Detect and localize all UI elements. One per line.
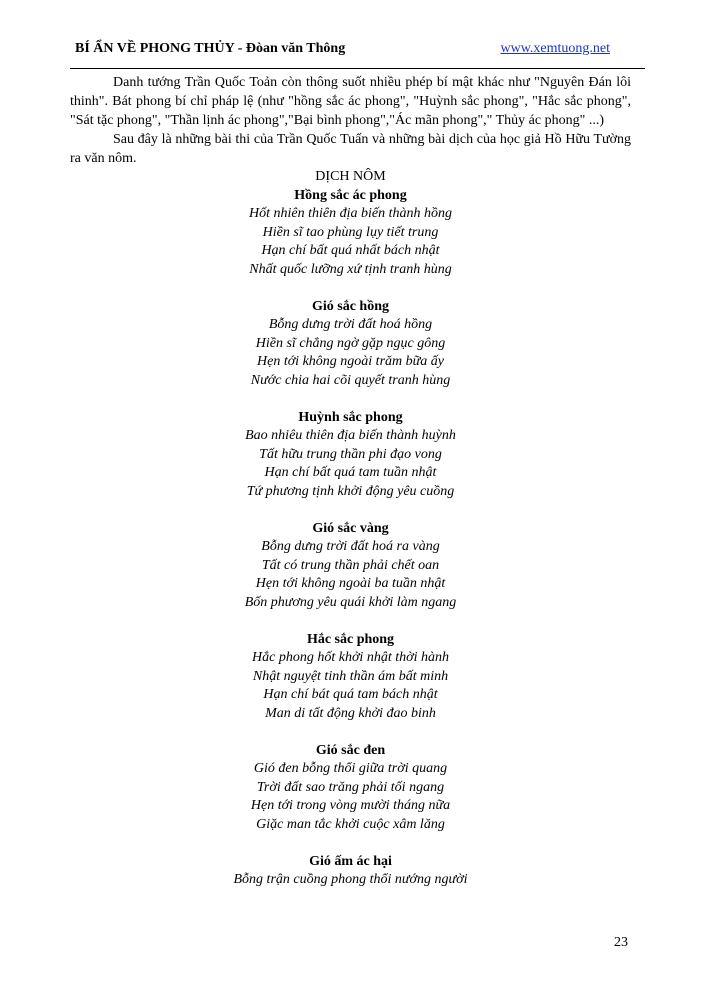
- poem-line: Gió đen bỗng thổi giữa trời quang: [253, 761, 448, 776]
- poem-line: Hắc phong hốt khởi nhật thời hành: [252, 650, 449, 665]
- stanza-gap: [70, 612, 631, 631]
- poem-title: Gió ấm ác hại: [309, 853, 392, 869]
- poem-line: Hẹn tới không ngoài trăm bữa ấy: [257, 354, 444, 369]
- poem-line: Trời đất sao trăng phải tối ngang: [256, 779, 445, 795]
- poem-line: Hạn chí bất quá nhất bách nhật: [261, 243, 440, 258]
- poem: [70, 742, 631, 835]
- poem-line: Man di tất động khởi đao binh: [265, 705, 436, 721]
- header-rule: [70, 68, 645, 69]
- stanza-gap: [70, 501, 631, 520]
- page-number: 23: [614, 935, 628, 950]
- poem-title: Hồng sắc ác phong: [294, 187, 407, 203]
- stanza-gap: [70, 279, 631, 298]
- poem: [70, 520, 631, 613]
- intro-paragraph: Danh tướng Trần Quốc Toản còn thông suốt nhiều phép bí mật khác như "Nguyên Đán lôi thinh". Bát phong bí chỉ pháp lệ (như "hồng sắc ác phong", "Huỳnh sắc phong", "Hắc sắc phong", "Sát tặc phong", "Thần lịnh ác phong","Bại bình phong","Ác mãn phong"," Thủy ác phong" ...): [70, 75, 631, 128]
- poem-line: Nhật nguyệt tinh thần ám bất minh: [252, 668, 449, 684]
- stanza-gap: [70, 834, 631, 853]
- poem-line: Hiền sĩ tao phùng lụy tiết trung: [262, 224, 439, 240]
- poem-line: Tất có trung thần phải chết oan: [261, 557, 440, 573]
- stanza-gap: [70, 723, 631, 742]
- poem-line: Nước chia hai cõi quyết tranh hùng: [250, 372, 451, 388]
- poem-line: Tất hữu trung thần phi đạo vong: [259, 446, 442, 462]
- poem-line: Nhất quốc lưỡng xứ tịnh tranh hùng: [249, 261, 452, 277]
- poem-title: Huỳnh sắc phong: [298, 409, 403, 425]
- poem-line: Hốt nhiên thiên địa biến thành hồng: [249, 206, 452, 221]
- poem-line: Bỗng dưng trời đất hoá ra vàng: [261, 539, 440, 554]
- poem-line: Bốn phương yêu quái khởi làm ngang: [244, 594, 457, 610]
- poem-title: Hắc sắc phong: [306, 631, 395, 647]
- poem-title: Gió sắc hồng: [311, 298, 389, 314]
- poem-line: Hạn chí bất quá tam tuần nhật: [264, 465, 437, 480]
- poem-line: Hạn chí bát quá tam bách nhật: [263, 687, 438, 702]
- website-link[interactable]: www.xemtuong.net: [500, 41, 610, 56]
- poem-line: Bỗng trận cuồng phong thổi nướng người: [233, 872, 468, 887]
- poem-line: Bỗng dưng trời đất hoá hồng: [268, 317, 433, 332]
- section-heading: DỊCH NÔM: [315, 169, 386, 184]
- page-body: [70, 73, 631, 890]
- page-header: [75, 41, 610, 61]
- poem-line: Bao nhiêu thiên địa biến thành huỳnh: [245, 428, 456, 443]
- poem-title: Gió sắc vàng: [312, 520, 389, 536]
- poem-line: Giặc man tắc khởi cuộc xâm lăng: [256, 816, 445, 832]
- poem-title: Gió sắc đen: [315, 742, 386, 758]
- intro-paragraph: Sau đây là những bài thi của Trần Quốc Tuấn và những bài dịch của học giả Hồ Hữu Tường ra văn nôm.: [70, 132, 631, 166]
- book-title: BÍ ẨN VỀ PHONG THỦY - Đòan văn Thông: [75, 41, 346, 56]
- poem: [70, 409, 631, 502]
- poem-line: Hiền sĩ chẳng ngờ gặp ngục gông: [255, 335, 446, 351]
- poem: [70, 631, 631, 724]
- poems-block: [70, 168, 631, 890]
- stanza-gap: [70, 390, 631, 409]
- poem: [70, 853, 631, 890]
- poem-line: Hẹn tới trong vòng mười tháng nữa: [250, 798, 451, 813]
- poem-line: Hẹn tới không ngoài ba tuần nhật: [255, 576, 446, 591]
- poem: [70, 187, 631, 280]
- poem: [70, 298, 631, 391]
- poem-line: Tứ phương tịnh khởi động yêu cuồng: [246, 483, 455, 499]
